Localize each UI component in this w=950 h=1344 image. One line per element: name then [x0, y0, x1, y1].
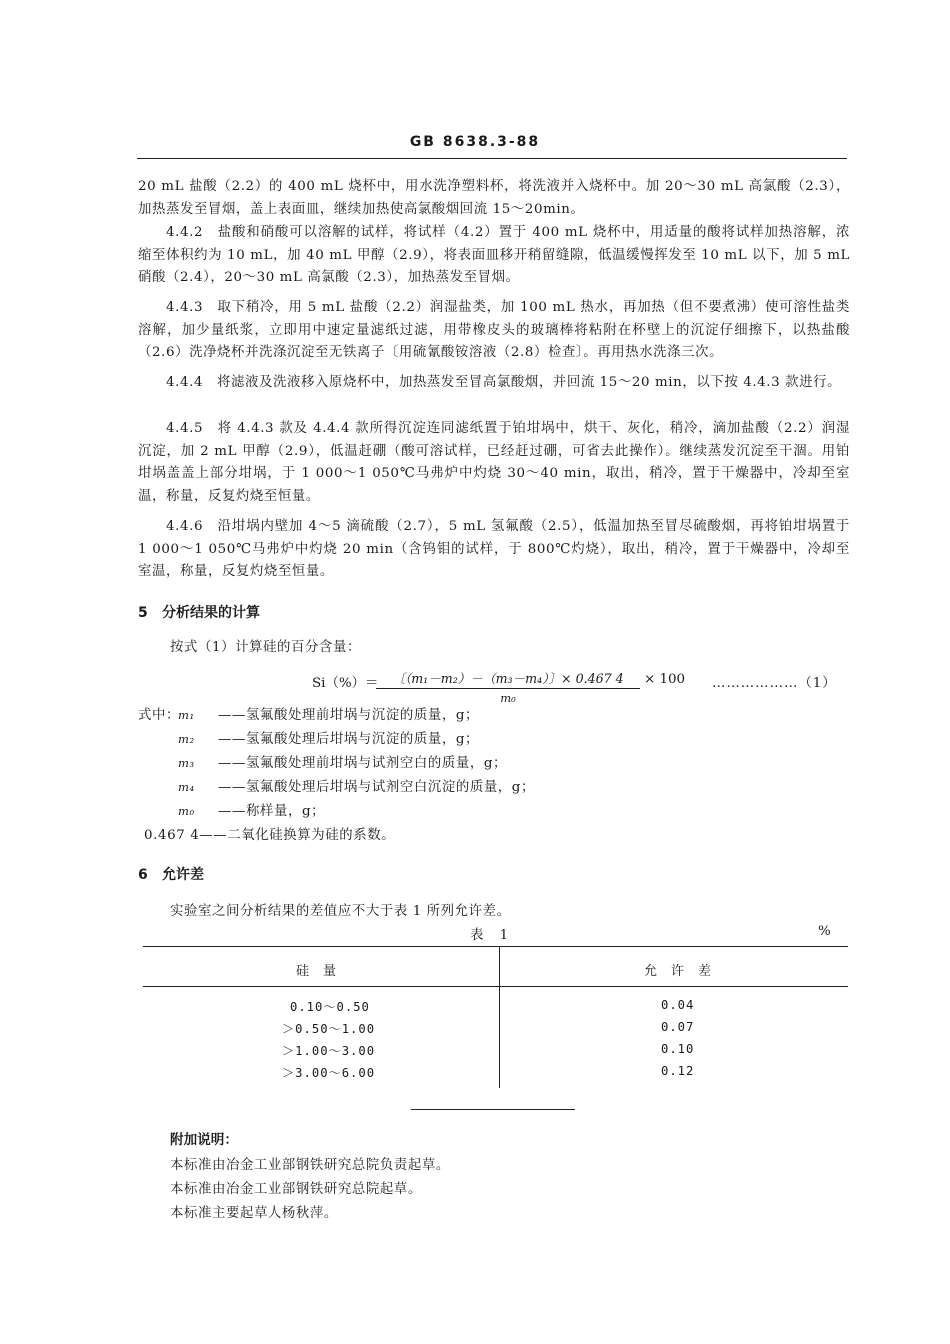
table-intro: 实验室之间分析结果的差值应不大于表 1 所列允许差。 — [170, 904, 511, 919]
table-header-rule — [143, 986, 848, 987]
definition-m2 — [178, 728, 479, 747]
paragraph-4-4-4: 4.4.4 将滤液及洗液移入原烧杯中，加热蒸发至冒高氯酸烟，并回流 15～20 min，以下按 4.4.3 款进行。 — [166, 375, 842, 390]
formula-numerator: 〔（m₁－m₂）－（m₃－m₄）〕× 0.467 4 — [392, 671, 624, 686]
section-number: 6 — [138, 867, 148, 883]
paragraph-4-4-3: 4.4.3 取下稍冷，用 5 mL 盐酸（2.2）润湿盐类，加 100 mL 热水，再加热（但不要煮沸）使可溶性盐类溶解，加少量纸浆，立即用中速定量滤纸过滤，用带橡皮头的玻璃棒将粘附在杯壁上的沉淀仔细擦下，以热盐酸（2.6）洗净烧杯并洗涤沉淀至无铁离子〔用硫氰酸铵溶液（2.8）检查〕。再用热水洗涤三次。 — [138, 300, 850, 361]
definition-m3 — [178, 752, 507, 771]
table-cell-tolerance: 0.04 — [661, 998, 695, 1012]
table-unit: % — [818, 924, 831, 939]
formula-fraction — [376, 668, 640, 705]
section-number: 5 — [138, 605, 148, 621]
table-cell-range: 0.10～0.50 — [290, 1000, 370, 1014]
formula-denominator: m₀ — [500, 691, 516, 705]
formula-multiplier: × 100 — [644, 672, 686, 687]
definition-m0 — [178, 800, 325, 819]
table-cell-range: ＞0.50～1.00 — [282, 1022, 376, 1036]
symbol: m₀ — [178, 804, 195, 818]
page-header: GB 8638.3-88 — [409, 134, 541, 150]
definition-text: ——氢氟酸处理后坩埚与试剂空白沉淀的质量，g； — [218, 780, 535, 795]
end-rule — [411, 1109, 575, 1110]
notes-title: 附加说明： — [170, 1132, 238, 1148]
paragraph-4-4-2: 4.4.2 盐酸和硝酸可以溶解的试样，将试样（4.2）置于 400 mL 烧杯中，用适量的酸将试样加热溶解，浓缩至体积约为 10 mL，加 40 mL 甲醇（2.9），将表面皿移开稍留缝隙，低温缓慢挥发至 10 mL 以下，加 5 mL 硝酸（2.4），20～30 mL 高氯酸（2.3），加热蒸发至冒烟。 — [138, 225, 850, 286]
equation-number: ………………（1） — [712, 676, 837, 691]
definition-text: ——氢氟酸处理后坩埚与沉淀的质量，g； — [218, 732, 480, 747]
note-line: 本标准主要起草人杨秋萍。 — [170, 1206, 338, 1221]
symbol: m₁ — [178, 708, 195, 722]
note-line: 本标准由冶金工业部钢铁研究总院起草。 — [170, 1182, 422, 1197]
table-top-rule — [143, 946, 848, 947]
paragraph-4-4-5: 4.4.5 将 4.4.3 款及 4.4.4 款所得沉淀连同滤纸置于铂坩埚中，烘干、灰化，稍冷，滴加盐酸（2.2）润湿沉淀，加 2 mL 甲醇（2.9），低温赶硼（酸可溶试样，已经赶过硼，可省去此操作）。继续蒸发沉淀至干涸。用铂坩埚盖盖上部分坩埚，于 1 000～1 050℃马弗炉中灼烧 30～40 min，取出，稍冷，置于干燥器中，冷却至室温，称量，反复灼烧至恒量。 — [138, 421, 850, 504]
formula-intro: 按式（1）计算硅的百分含量： — [170, 640, 361, 655]
definition-text: ——氢氟酸处理前坩埚与试剂空白的质量，g； — [218, 756, 507, 771]
paragraph-4-4-6: 4.4.6 沿坩埚内壁加 4～5 滴硫酸（2.7），5 mL 氢氟酸（2.5），低温加热至冒尽硫酸烟，再将铂坩埚置于 1 000～1 050℃马弗炉中灼烧 20 min（含钨钼的试样，于 800℃灼烧），取出，稍冷，置于干燥器中，冷却至室温，称量，反复灼烧至恒量。 — [138, 519, 850, 580]
table-cell-tolerance: 0.07 — [661, 1020, 695, 1034]
formula-lhs: Si（%）＝ — [312, 676, 379, 691]
section-6-heading — [138, 864, 204, 884]
paragraph-continuation: 20 mL 盐酸（2.2）的 400 mL 烧杯中，用水洗净塑料杯，将洗液并入烧杯中。加 20～30 mL 高氯酸（2.3），加热蒸发至冒烟，盖上表面皿，继续加热使高氯酸烟回流 15～20min。 — [138, 179, 850, 217]
section-title: 允许差 — [162, 867, 204, 883]
definition-m1 — [178, 704, 479, 723]
symbol: m₃ — [178, 756, 195, 770]
section-title: 分析结果的计算 — [162, 605, 260, 621]
coefficient-definition: 0.467 4——二氧化硅换算为硅的系数。 — [144, 828, 396, 843]
symbol: m₄ — [178, 780, 195, 794]
section-5-heading — [138, 602, 260, 622]
table-cell-tolerance: 0.12 — [661, 1064, 695, 1078]
note-line: 本标准由冶金工业部钢铁研究总院负责起草。 — [170, 1158, 450, 1173]
definitions-intro: 式中： — [138, 708, 180, 723]
table-cell-range: ＞3.00～6.00 — [282, 1066, 376, 1080]
table-caption: 表 1 — [470, 928, 515, 943]
table-column-divider — [499, 947, 500, 1088]
table-cell-tolerance: 0.10 — [661, 1042, 695, 1056]
definition-text: ——称样量，g； — [218, 804, 326, 819]
symbol: m₂ — [178, 732, 195, 746]
definition-m4 — [178, 776, 535, 795]
table-header-tolerance: 允许差 — [644, 964, 726, 979]
header-rule — [137, 158, 847, 159]
definition-text: ——氢氟酸处理前坩埚与沉淀的质量，g； — [218, 708, 480, 723]
formula-block — [312, 668, 852, 705]
table-header-silicon: 硅量 — [296, 964, 351, 979]
table-cell-range: ＞1.00～3.00 — [282, 1044, 376, 1058]
